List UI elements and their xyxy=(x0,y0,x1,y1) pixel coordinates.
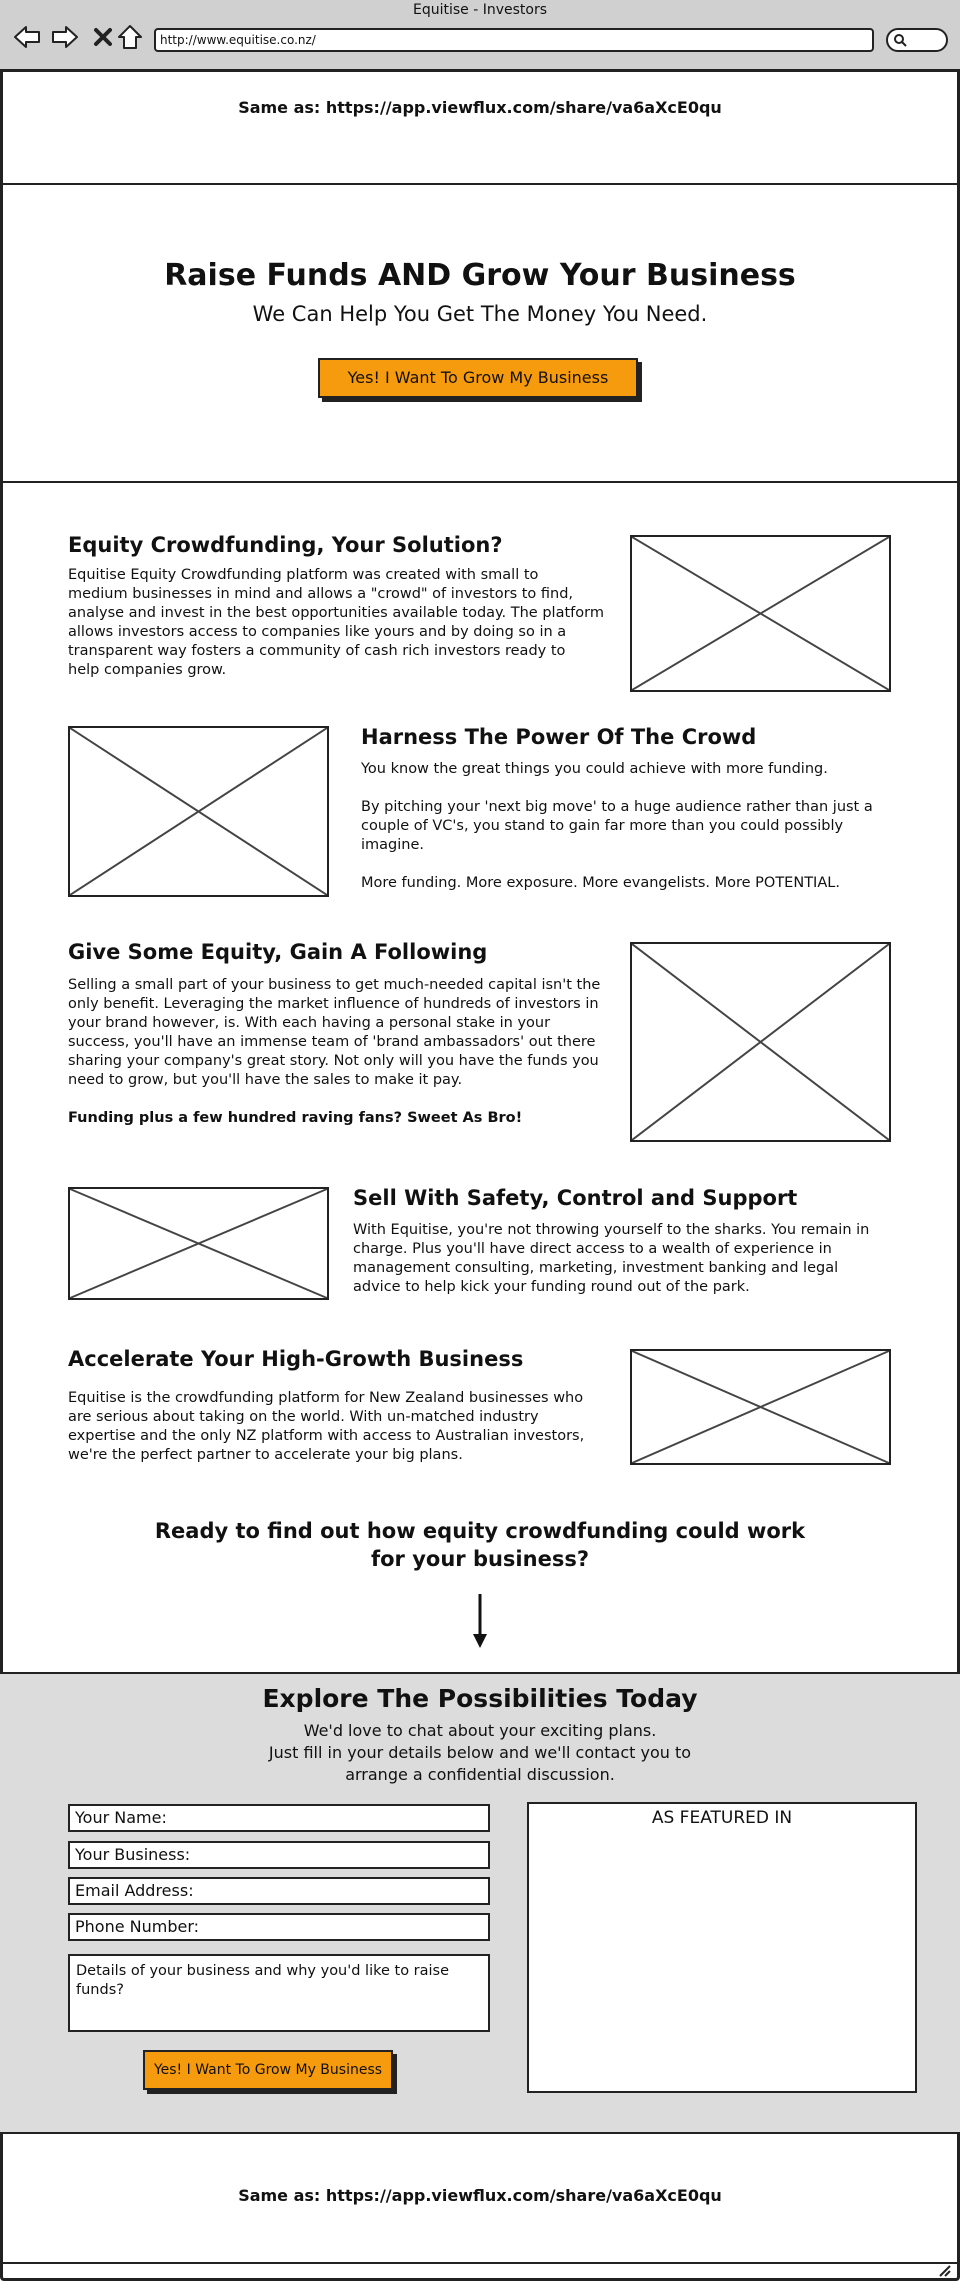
body-line: we're the perfect partner to accelerate your big plans. xyxy=(68,1447,463,1463)
details-textarea[interactable]: Details of your business and why you'd like to raise funds? xyxy=(68,1954,490,2032)
close-icon[interactable] xyxy=(88,22,118,52)
body-line: help companies grow. xyxy=(68,662,227,678)
body-line: success, you'll have an immense team of 'brand ambassadors' out there xyxy=(68,1034,596,1050)
down-arrow-icon xyxy=(470,1592,490,1650)
ready-prompt xyxy=(0,1517,960,1573)
body-line: analyse and invest in the best opportunities available today. The platform xyxy=(68,605,604,621)
form-submit-button[interactable]: Yes! I Want To Grow My Business xyxy=(143,2050,393,2090)
image-placeholder-icon xyxy=(630,942,891,1142)
image-placeholder-icon xyxy=(630,1349,891,1465)
body-line: Equitise Equity Crowdfunding platform was created with small to xyxy=(68,567,539,583)
back-arrow-icon[interactable] xyxy=(12,22,42,52)
header-same-as-link[interactable]: Same as: https://app.viewflux.com/share/va6aXcE0qu xyxy=(238,98,722,117)
image-placeholder-icon xyxy=(68,1187,329,1300)
section-body xyxy=(353,1221,923,1297)
phone-field[interactable]: Phone Number: xyxy=(68,1913,490,1941)
body-line: Selling a small part of your business to get much-needed capital isn't the xyxy=(68,977,601,993)
divider xyxy=(0,183,960,185)
intro-line: arrange a confidential discussion. xyxy=(345,1765,615,1784)
body-line: expertise and the only NZ platform with access to Australian investors, xyxy=(68,1428,585,1444)
tagline: Funding plus a few hundred raving fans? Sweet As Bro! xyxy=(68,1110,523,1126)
ready-line: for your business? xyxy=(370,1547,590,1571)
body-line: are serious about taking on the world. With un-matched industry xyxy=(68,1409,539,1425)
section-body xyxy=(68,566,628,680)
section-body xyxy=(361,760,921,893)
body-line: medium businesses in mind and allows a "crowd" of investors to find, xyxy=(68,586,574,602)
body-line: couple of VC's, you stand to gain far more than you could possibly xyxy=(361,818,844,834)
body-line: need to grow, but you'll have the sales to make it pay. xyxy=(68,1072,463,1088)
body-line: management consulting, marketing, investment banking and legal xyxy=(353,1260,839,1276)
section-title: Harness The Power Of The Crowd xyxy=(361,725,757,749)
section-title: Equity Crowdfunding, Your Solution? xyxy=(68,533,503,557)
search-icon xyxy=(893,33,907,47)
hero-subtitle: We Can Help You Get The Money You Need. xyxy=(252,302,708,326)
section-title: Accelerate Your High-Growth Business xyxy=(68,1347,524,1371)
body-line: sharing your company's great story. Not only will you have the funds you xyxy=(68,1053,599,1069)
body-line: transparent way fosters a community of cash rich investors ready to xyxy=(68,643,566,659)
divider xyxy=(0,481,960,483)
forward-arrow-icon[interactable] xyxy=(50,22,80,52)
body-line: You know the great things you could achieve with more funding. xyxy=(361,761,828,777)
intro-line: Just fill in your details below and we'll contact you to xyxy=(268,1743,692,1762)
section-title: Give Some Equity, Gain A Following xyxy=(68,940,488,964)
explore-title: Explore The Possibilities Today xyxy=(262,1684,698,1713)
image-placeholder-icon xyxy=(68,726,329,897)
explore-intro xyxy=(0,1720,960,1786)
footer-same-as-link[interactable]: Same as: https://app.viewflux.com/share/va6aXcE0qu xyxy=(238,2186,722,2205)
hero-cta-button[interactable]: Yes! I Want To Grow My Business xyxy=(318,358,638,398)
body-line: charge. Plus you'll have direct access to a wealth of experience in xyxy=(353,1241,832,1257)
email-field[interactable]: Email Address: xyxy=(68,1877,490,1905)
browser-search-box[interactable] xyxy=(886,28,948,52)
home-icon[interactable] xyxy=(115,22,145,52)
resize-grip-icon[interactable] xyxy=(936,2265,952,2277)
ready-line: Ready to find out how equity crowdfunding could work xyxy=(154,1519,806,1543)
section-title: Sell With Safety, Control and Support xyxy=(353,1186,798,1210)
intro-line: We'd love to chat about your exciting plans. xyxy=(303,1721,657,1740)
image-placeholder-icon xyxy=(630,535,891,692)
body-line: only benefit. Leveraging the market influence of hundreds of investors in xyxy=(68,996,599,1012)
url-bar[interactable]: http://www.equitise.co.nz/ xyxy=(154,28,874,52)
divider xyxy=(0,2262,960,2264)
featured-panel xyxy=(527,1802,917,2093)
hero-title: Raise Funds AND Grow Your Business xyxy=(164,258,796,293)
body-line: your brand however, is. With each having a personal stake in your xyxy=(68,1015,551,1031)
featured-label: AS FEATURED IN xyxy=(651,1808,793,1828)
body-line: imagine. xyxy=(361,837,424,853)
body-line: advice to help kick your funding round out of the park. xyxy=(353,1279,750,1295)
body-line: More funding. More exposure. More evangelists. More POTENTIAL. xyxy=(361,875,840,891)
window-title: Equitise - Investors xyxy=(412,2,548,18)
section-body xyxy=(68,976,628,1128)
body-line: By pitching your 'next big move' to a huge audience rather than just a xyxy=(361,799,873,815)
body-line: Equitise is the crowdfunding platform for New Zealand businesses who xyxy=(68,1390,584,1406)
name-field[interactable]: Your Name: xyxy=(68,1804,490,1832)
section-body xyxy=(68,1389,628,1465)
body-line: allows investors access to companies like yours and by doing so in a xyxy=(68,624,567,640)
business-field[interactable]: Your Business: xyxy=(68,1841,490,1869)
body-line: With Equitise, you're not throwing yourself to the sharks. You remain in xyxy=(353,1222,870,1238)
